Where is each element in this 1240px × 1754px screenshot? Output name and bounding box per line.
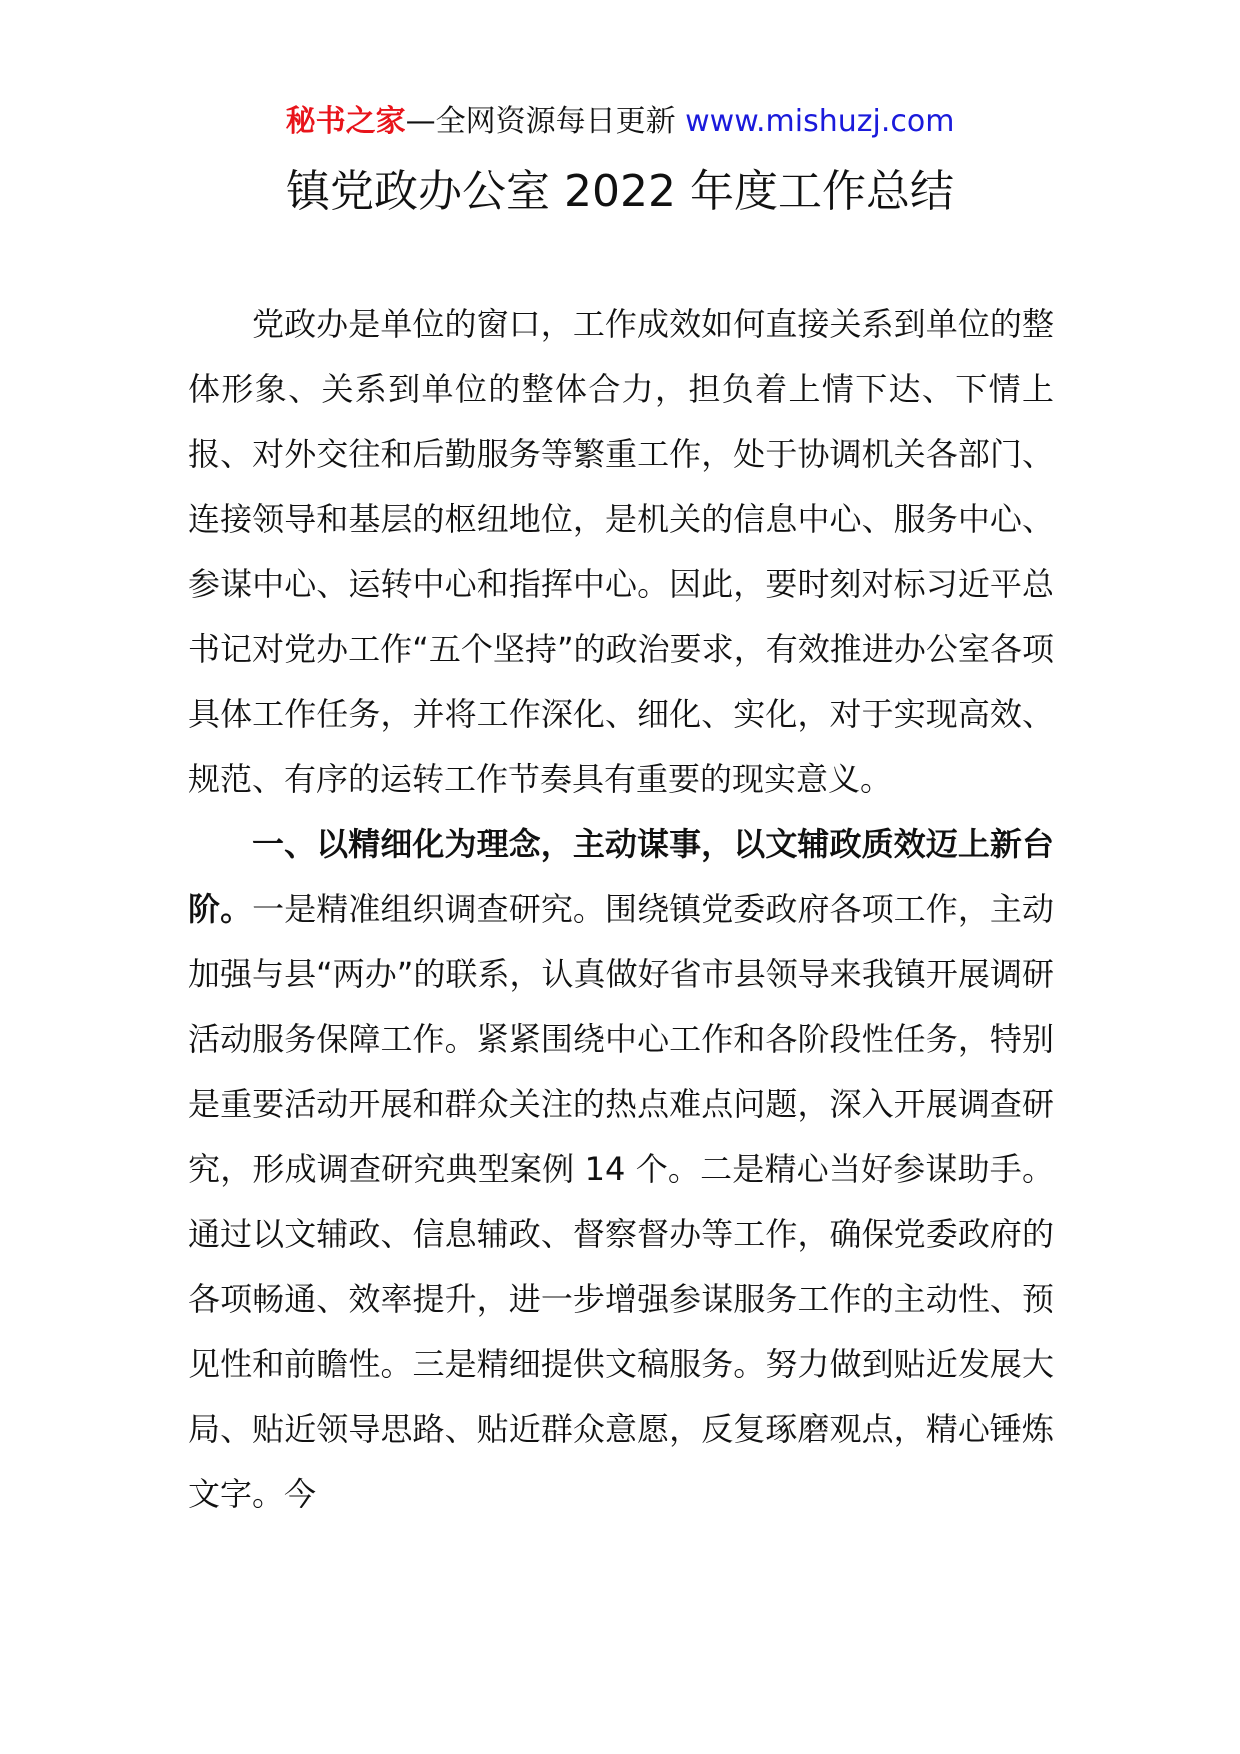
- section-one-heading: 一、以精细化为理念，主动谋事，以文辅政质效迈上新台阶。: [188, 825, 1054, 928]
- watermark-header: [0, 102, 1240, 142]
- site-url-link[interactable]: www.mishuzj.com: [685, 104, 955, 139]
- document-body: [188, 292, 1054, 1527]
- document-title: 镇党政办公室 2022 年度工作总结: [286, 166, 954, 217]
- intro-paragraph: 党政办是单位的窗口，工作成效如何直接关系到单位的整体形象、关系到单位的整体合力，担负着上情下达、下情上报、对外交往和后勤服务等繁重工作，处于协调机关各部门、连接领导和基层的枢纽地位，是机关的信息中心、服务中心、参谋中心、运转中心和指挥中心。因此，要时刻对标习近平总书记对党办工作“五个坚持”的政治要求，有效推进办公室各项具体工作任务，并将工作深化、细化、实化，对于实现高效、规范、有序的运转工作节奏具有重要的现实意义。: [188, 305, 1054, 798]
- header-tagline: —全网资源每日更新: [405, 104, 676, 139]
- section-one-paragraph: [188, 812, 1054, 1527]
- section-one-text: 一是精准组织调查研究。围绕镇党委政府各项工作，主动加强与县“两办”的联系，认真做好省市县领导来我镇开展调研活动服务保障工作。紧紧围绕中心工作和各阶段性任务，特别是重要活动开展和群众关注的热点难点问题，深入开展调查研究，形成调查研究典型案例 14 个。二是精心当好参谋助手。通过以文辅政、信息辅政、督察督办等工作，确保党委政府的各项畅通、效率提升，进一步增强参谋服务工作的主动性、预见性和前瞻性。三是精细提供文稿服务。努力做到贴近发展大局、贴近领导思路、贴近群众意愿，反复琢磨观点，精心锤炼文字。今: [188, 890, 1054, 1513]
- brand-name: 秘书之家: [285, 104, 406, 139]
